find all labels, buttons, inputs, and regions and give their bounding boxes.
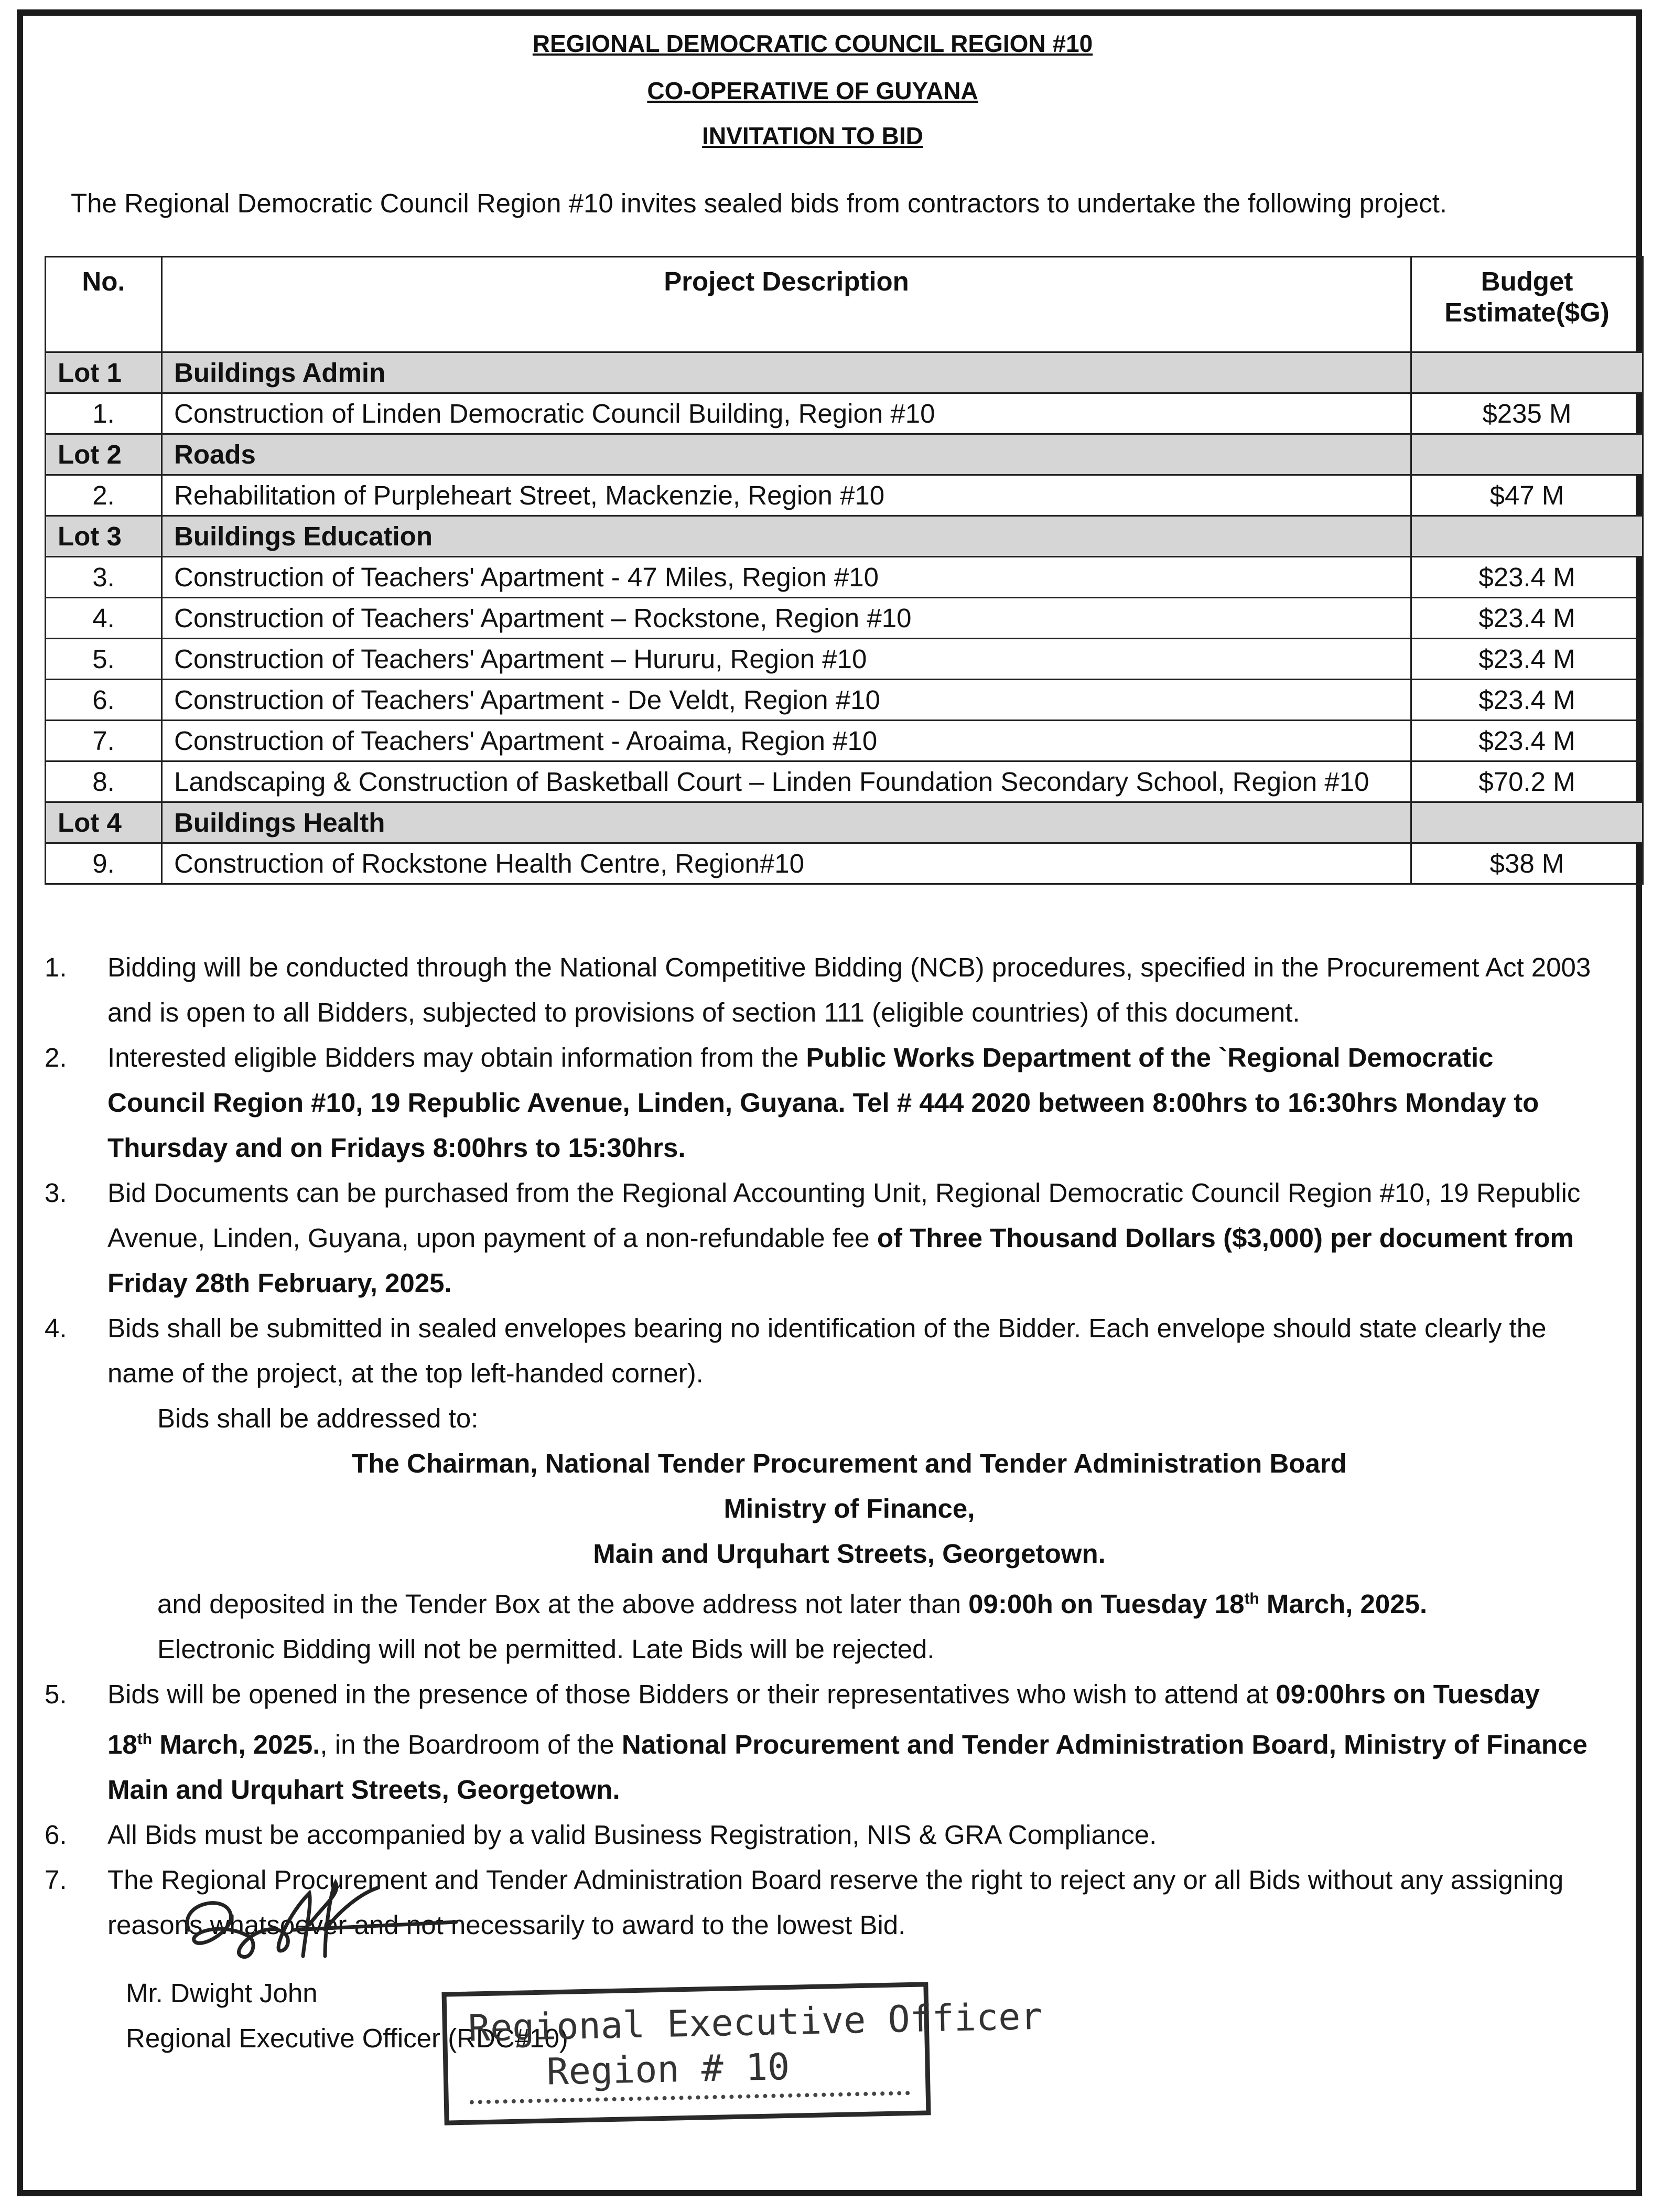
item-number: 1. xyxy=(45,952,67,982)
row-budget: $70.2 M xyxy=(1411,761,1643,802)
table-row xyxy=(46,761,1643,802)
item-text-bold: Public Works Department of the `Regional Democratic Council Region #10, 19 Republic Avenue, Linden, Guyana. Tel # 444 2020 between 8:00hrs to 16:30hrs Monday to Thursday and on Fridays 8:00hrs to 15:30hrs. xyxy=(107,1043,1539,1163)
lot-label: Lot 2 xyxy=(46,434,162,475)
col-header-budget-line2: Estimate($G) xyxy=(1444,297,1610,327)
address-line-1: The Chairman, National Tender Procurement and Tender Administration Board xyxy=(352,1448,1347,1478)
electronic-bidding-note: Electronic Bidding will not be permitted. Late Bids will be rejected. xyxy=(157,1634,935,1664)
row-description: Construction of Teachers' Apartment - Aroaima, Region #10 xyxy=(162,721,1411,761)
col-header-budget xyxy=(1411,257,1643,352)
lot-row xyxy=(46,802,1643,843)
row-budget: $47 M xyxy=(1411,475,1643,516)
table-row xyxy=(46,843,1643,884)
row-description: Rehabilitation of Purpleheart Street, Mackenzie, Region #10 xyxy=(162,475,1411,516)
row-number: 4. xyxy=(46,598,162,639)
list-item xyxy=(18,1035,1591,1171)
row-description: Construction of Teachers' Apartment – Rockstone, Region #10 xyxy=(162,598,1411,639)
row-number: 1. xyxy=(46,393,162,434)
item-text: The Regional Procurement and Tender Administration Board reserve the right to reject any or all Bids without any assigning reasons whatsoever and not necessarily to award to the lowest Bid. xyxy=(107,1865,1564,1940)
row-budget: $23.4 M xyxy=(1411,639,1643,680)
col-header-no: No. xyxy=(46,257,162,352)
row-description: Landscaping & Construction of Basketball Court – Linden Foundation Secondary School, Region #10 xyxy=(162,761,1411,802)
row-description: Construction of Rockstone Health Centre, Region#10 xyxy=(162,843,1411,884)
item-text: Bids shall be submitted in sealed envelopes bearing no identification of the Bidder. Each envelope should state clearly the name of the project, at the top left-handed corner). xyxy=(107,1313,1547,1388)
item-text-2: , in the Boardroom of the xyxy=(320,1730,622,1759)
list-item xyxy=(18,1812,1591,1857)
item-text: Bidding will be conducted through the National Competitive Bidding (NCB) procedures, specified in the Procurement Act 2003 and is open to all Bidders, subjected to provisions of section 111 (eligible countries) of this document. xyxy=(107,952,1591,1027)
item-text: Bid Documents can be purchased from the Regional Accounting Unit, Regional Democratic Council Region #10, 19 Republic Avenue, Linden, Guyana, upon payment of a non-refundable fee xyxy=(107,1178,1581,1253)
row-number: 9. xyxy=(46,843,162,884)
header-invitation: INVITATION TO BID xyxy=(702,122,923,149)
row-budget: $23.4 M xyxy=(1411,557,1643,598)
opening-time-sup: th xyxy=(137,1731,153,1748)
conditions-list xyxy=(18,945,1591,1948)
list-item xyxy=(18,1171,1591,1306)
item-text-bold: National Procurement and Tender Administration Board, Ministry of Finance Main and Urquhart Streets, Georgetown. xyxy=(107,1730,1588,1805)
lot-name: Buildings Education xyxy=(162,516,1411,557)
item-number: 5. xyxy=(45,1679,67,1709)
header-cooperative: CO-OPERATIVE OF GUYANA xyxy=(647,77,978,104)
lot-label: Lot 4 xyxy=(46,802,162,843)
addressed-to: Bids shall be addressed to: xyxy=(157,1403,479,1433)
intro-paragraph: The Regional Democratic Council Region #10 invites sealed bids from contractors to undertake the following project. xyxy=(71,188,1448,218)
row-number: 6. xyxy=(46,680,162,721)
lot-row xyxy=(46,434,1643,475)
row-description: Construction of Teachers' Apartment - 47 Miles, Region #10 xyxy=(162,557,1411,598)
col-header-budget-line1: Budget xyxy=(1481,266,1573,296)
item-text-bold: of Three Thousand Dollars ($3,000) per document from Friday 28th February, 2025. xyxy=(107,1223,1574,1298)
signatory-title: Regional Executive Officer (RDC#10) xyxy=(126,2023,568,2053)
col-header-description: Project Description xyxy=(162,257,1411,352)
list-item xyxy=(18,1672,1591,1812)
table-row xyxy=(46,557,1643,598)
row-description: Construction of Linden Democratic Council Building, Region #10 xyxy=(162,393,1411,434)
address-line-2: Ministry of Finance, xyxy=(723,1494,975,1523)
item-text: Interested eligible Bidders may obtain information from the xyxy=(107,1043,806,1072)
deposit-deadline-part1: 09:00h on Tuesday 18 xyxy=(968,1589,1245,1619)
opening-time-part2: March, 2025. xyxy=(152,1730,320,1759)
item-text: Bids will be opened in the presence of those Bidders or their representatives who wish to attend at xyxy=(107,1679,1276,1709)
row-description: Construction of Teachers' Apartment – Hururu, Region #10 xyxy=(162,639,1411,680)
signatory-name: Mr. Dwight John xyxy=(126,1978,318,2008)
table-row xyxy=(46,721,1643,761)
list-item xyxy=(18,945,1591,1035)
table-row xyxy=(46,475,1643,516)
item-number: 4. xyxy=(45,1313,67,1343)
deposit-line xyxy=(107,1576,1591,1627)
lot-row xyxy=(46,516,1643,557)
table-row xyxy=(46,639,1643,680)
deposit-deadline-sup: th xyxy=(1244,1590,1259,1607)
table-row xyxy=(46,680,1643,721)
stamp-line-2: Region # 10 xyxy=(546,2045,791,2093)
item-number: 3. xyxy=(45,1178,67,1208)
lot-name: Roads xyxy=(162,434,1411,475)
row-number: 7. xyxy=(46,721,162,761)
list-item xyxy=(18,1306,1591,1672)
deposit-deadline xyxy=(968,1589,1427,1619)
header-council: REGIONAL DEMOCRATIC COUNCIL REGION #10 xyxy=(532,30,1093,57)
item-number: 2. xyxy=(45,1043,67,1072)
item-number: 6. xyxy=(45,1820,67,1850)
row-description: Construction of Teachers' Apartment - De Veldt, Region #10 xyxy=(162,680,1411,721)
item-number: 7. xyxy=(45,1865,67,1895)
table-row xyxy=(46,598,1643,639)
row-budget: $23.4 M xyxy=(1411,598,1643,639)
row-budget: $235 M xyxy=(1411,393,1643,434)
address-line-3: Main and Urquhart Streets, Georgetown. xyxy=(593,1539,1106,1569)
lot-label: Lot 1 xyxy=(46,352,162,393)
handwritten-signature xyxy=(168,1872,461,1982)
deposit-deadline-part2: March, 2025. xyxy=(1259,1589,1428,1619)
lot-label: Lot 3 xyxy=(46,516,162,557)
opening-time-part1: 09:00hrs on Tuesday 18 xyxy=(107,1679,1540,1759)
officer-stamp xyxy=(441,1982,1043,2125)
table-row xyxy=(46,393,1643,434)
item-text: All Bids must be accompanied by a valid Business Registration, NIS & GRA Compliance. xyxy=(107,1820,1157,1850)
row-number: 5. xyxy=(46,639,162,680)
deposit-text: and deposited in the Tender Box at the above address not later than xyxy=(157,1589,969,1619)
row-number: 3. xyxy=(46,557,162,598)
row-budget: $38 M xyxy=(1411,843,1643,884)
lot-name: Buildings Health xyxy=(162,802,1411,843)
row-budget: $23.4 M xyxy=(1411,721,1643,761)
row-number: 8. xyxy=(46,761,162,802)
projects-table xyxy=(45,256,1644,885)
lot-name: Buildings Admin xyxy=(162,352,1411,393)
stamp-dotted-line xyxy=(470,2091,910,2104)
lot-row xyxy=(46,352,1643,393)
row-budget: $23.4 M xyxy=(1411,680,1643,721)
table-header-row xyxy=(46,257,1643,352)
stamp-line-1: Regional Executive Officer xyxy=(468,1994,1043,2050)
row-number: 2. xyxy=(46,475,162,516)
